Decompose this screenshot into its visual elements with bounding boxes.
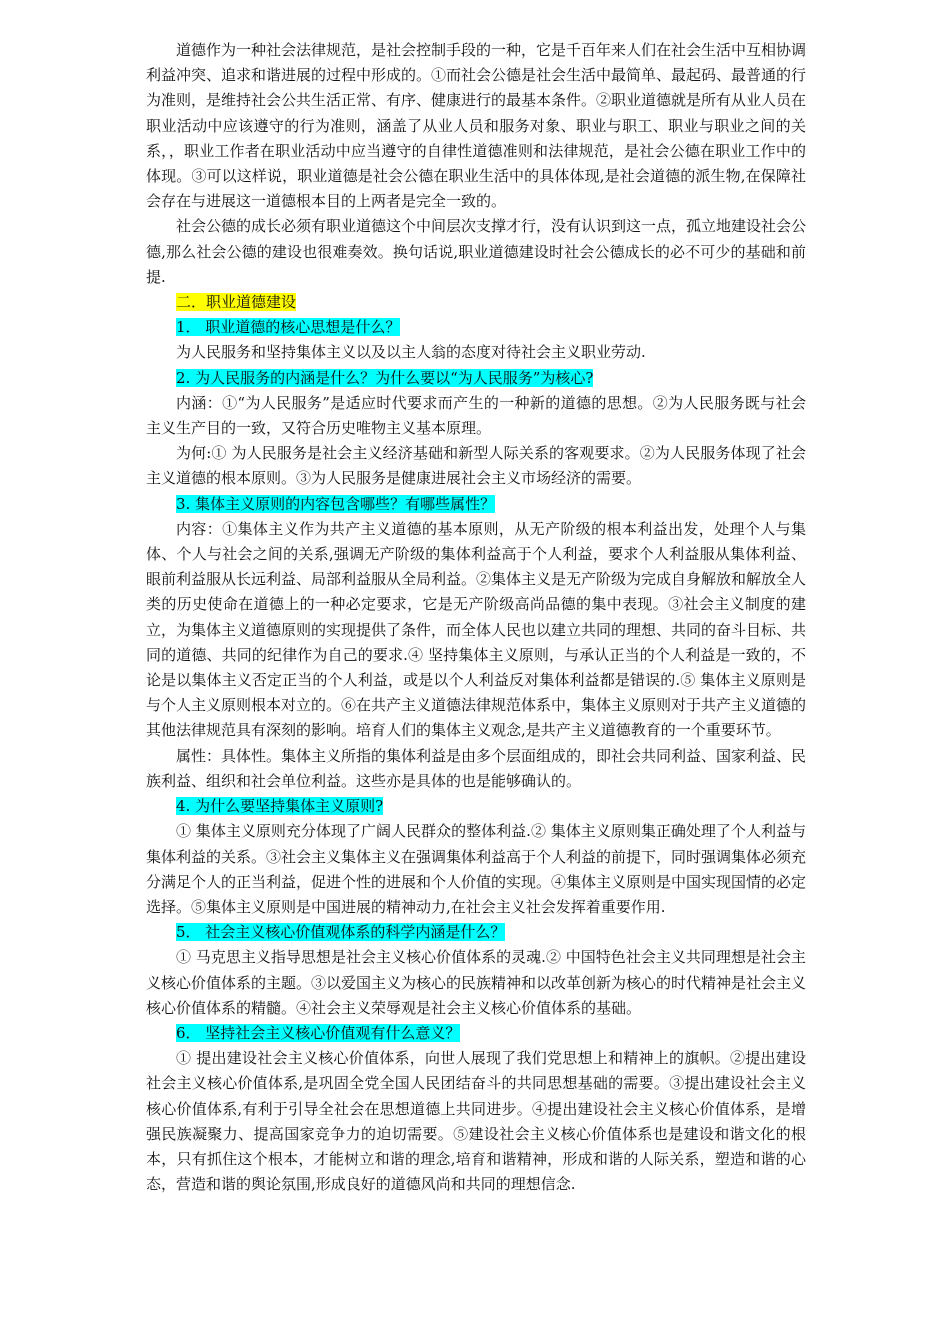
- question-2-title: 2. 为人民服务的内涵是什么？为什么要以“为人民服务”为核心?: [176, 368, 594, 387]
- question-3-attributes: 属性：具体性。集体主义所指的集体利益是由多个层面组成的，即社会共同利益、国家利益、民族利益、组织和社会单位利益。这些亦是具体的也是能够确认的。: [146, 746, 807, 790]
- question-1-title: 1． 职业道德的核心思想是什么？: [176, 318, 401, 337]
- question-4-title: 4. 为什么要坚持集体主义原则?: [176, 797, 384, 816]
- question-6-heading: [146, 1021, 806, 1046]
- question-1-answer: 为人民服务和坚持集体主义以及以主人翁的态度对待社会主义职业劳动.: [176, 343, 646, 362]
- question-5-title: 5． 社会主义核心价值观体系的科学内涵是什么？: [176, 923, 506, 942]
- question-6-answer: ① 提出建设社会主义核心价值体系，向世人展现了我们党思想上和精神上的旗帜。②提出建设社会主义核心价值体系,是巩固全党全国人民团结奋斗的共同思想基础的需要。③提出建设社会主义核心价值体系,有利于引导全社会在思想道德上共同进步。④提出建设社会主义核心价值体系，是增强民族凝聚力、提高国家竞争力的迫切需要。⑤建设社会主义核心价值体系也是建设和谐文化的根本，只有抓住这个根本，才能树立和谐的理念,培育和谐精神，形成和谐的人际关系，塑造和谐的心态，营造和谐的舆论氛围,形成良好的道德风尚和共同的理想信念.: [146, 1049, 806, 1194]
- intro-paragraph-2: 社会公德的成长必须有职业道德这个中间层次支撑才行，没有认识到这一点，孤立地建设社会公德,那么社会公德的建设也很难奏效。换句话说,职业道德建设时社会公德成长的必不可少的基础和前提.: [146, 217, 807, 286]
- question-6-title: 6． 坚持社会主义核心价值观有什么意义？: [176, 1023, 461, 1042]
- question-4-answer: ① 集体主义原则充分体现了广阔人民群众的整体利益.② 集体主义原则集正确处理了个人利益与集体利益的关系。③社会主义集体主义在强调集体利益高于个人利益的前提下，同时强调集体必须充分满足个人的正当利益，促进个性的进展和个人价值的实现。④集体主义原则是中国实现国情的必定选择。⑤集体主义原则是中国进展的精神动力,在社会主义社会发挥着重要作用.: [146, 822, 807, 916]
- question-2-heading: [146, 366, 806, 391]
- document-page: [146, 38, 806, 1197]
- question-4-heading: [146, 794, 806, 819]
- question-5-answer: ① 马克思主义指导思想是社会主义核心价值体系的灵魂.② 中国特色社会主义共同理想是社会主义核心价值体系的主题。③以爱国主义为核心的民族精神和以改革创新为核心的时代精神是社会主义核心价值体系的精髓。④社会主义荣辱观是社会主义核心价值体系的基础。: [146, 948, 807, 1017]
- intro-paragraph-1: 道德作为一种社会法律规范，是社会控制手段的一种，它是千百年来人们在社会生活中互相协调利益冲突、追求和谐进展的过程中形成的。①而社会公德是社会生活中最简单、最起码、最普通的行为准则，是维持社会公共生活正常、有序、健康进行的最基本条件。②职业道德就是所有从业人员在职业活动中应该遵守的行为准则，涵盖了从业人员和服务对象、职业与职工、职业与职业之间的关系，，职业工作者在职业活动中应当遵守的自律性道德准则和法律规范，是社会公德在职业工作中的体现。③可以这样说，职业道德是社会公德在职业生活中的具体体现,是社会道德的派生物,在保障社会存在与进展这一道德根本目的上两者是完全一致的。: [146, 41, 807, 211]
- question-3-title: 3. 集体主义原则的内容包含哪些？有哪些属性？: [176, 494, 496, 513]
- question-3-content: 内容：①集体主义作为共产主义道德的基本原则，从无产阶级的根本利益出发，处理个人与集体、个人与社会之间的关系,强调无产阶级的集体利益高于个人利益，要求个人利益服从集体利益、眼前利益服从长远利益、局部利益服从全局利益。②集体主义是无产阶级为完成自身解放和解放全人类的历史使命在道德上的一种必定要求，它是无产阶级高尚品德的集中表现。③社会主义制度的建立，为集体主义道德原则的实现提供了条件，而全体人民也以建立共同的理想、共同的奋斗目标、共同的道德、共同的纪律作为自己的要求.④ 坚持集体主义原则，与承认正当的个人利益是一致的，不论是以集体主义否定正当的个人利益，或是以个人利益反对集体利益都是错误的.⑤ 集体主义原则是与个人主义原则根本对立的。⑥在共产主义道德法律规范体系中，集体主义原则对于共产主义道德的其他法律规范具有深刻的影响。培育人们的集体主义观念,是共产主义道德教育的一个重要环节。: [146, 519, 807, 740]
- question-5-heading: [146, 920, 806, 945]
- question-2-why: 为何:① 为人民服务是社会主义经济基础和新型人际关系的客观要求。②为人民服务体现了社会主义道德的根本原则。③为人民服务是健康进展社会主义市场经济的需要。: [146, 444, 806, 488]
- question-3-heading: [146, 492, 806, 517]
- section-heading: [146, 290, 806, 315]
- question-1-heading: [146, 315, 806, 340]
- section-title: 二．职业道德建设: [176, 293, 297, 312]
- question-2-content: 内涵：①“为人民服务”是适应时代要求而产生的一种新的道德的思想。②为人民服务既与社会主义生产目的一致，又符合历史唯物主义基本原理。: [146, 393, 806, 438]
